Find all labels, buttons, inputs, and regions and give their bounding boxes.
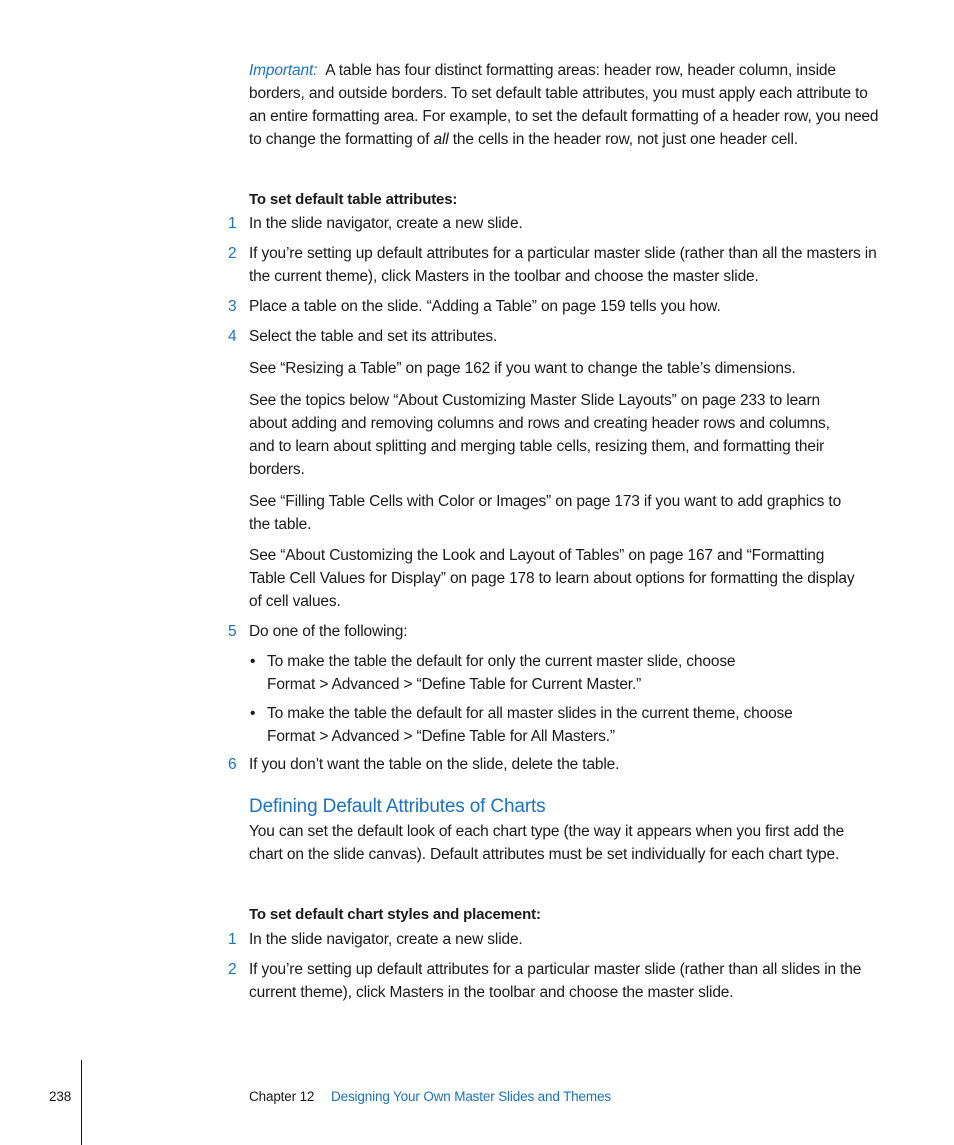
bullet-current-master [267, 650, 867, 696]
charts-intro: You can set the default look of each chart type (the way it appears when you first add the chart on the slide canvas). Default attributes must be set individually for each chart type. [249, 823, 845, 863]
important-note [249, 59, 879, 151]
table-step-1-text: In the slide navigator, create a new slide. [249, 215, 523, 232]
bullet-marker: • [250, 705, 256, 722]
bullet-all-masters [267, 702, 867, 748]
step4-note-look-layout: See “About Customizing the Look and Layout of Tables” on page 167 and “Formatting Table Cell Values for Display” on page 178 to learn about options for formatting the display of cell values. [249, 547, 855, 610]
chart-step-1-text: In the slide navigator, create a new slide. [249, 931, 523, 948]
bullet-current-master-line2: Format > Advanced > “Define Table for Current Master.” [267, 676, 642, 693]
table-procedure-heading: To set default table attributes: [249, 191, 458, 208]
table-step-4-number: 4 [228, 328, 237, 345]
table-step-3-number: 3 [228, 298, 237, 315]
table-step-5-text: Do one of the following: [249, 623, 408, 640]
important-text-1: A table has four distinct formatting areas: header row, header column, inside borders, and outside borders. To set default table attributes, you must apply each attribute to an entire formatting area. For example, to set the default formatting of a header row, you need to change the formatting of [249, 62, 879, 148]
step4-note-layouts: See the topics below “About Customizing Master Slide Layouts” on page 233 to learn about adding and removing columns and rows and creating header rows and columns, and to learn about splitting and merging table cells, resizing them, and formatting their borders. [249, 392, 830, 478]
table-step-2-number: 2 [228, 245, 237, 262]
footer-divider [81, 1060, 82, 1145]
bullet-marker: • [250, 653, 256, 670]
step4-note-filling: See “Filling Table Cells with Color or Images” on page 173 if you want to add graphics to the table. [249, 493, 842, 533]
chart-step-1-number: 1 [228, 931, 237, 948]
footer-chapter-label: Chapter 12 [249, 1089, 315, 1104]
bullet-current-master-line1: To make the table the default for only the current master slide, choose [267, 653, 736, 670]
chart-step-2-text: If you’re setting up default attributes for a particular master slide (rather than all slides in the current theme), click Masters in the toolbar and choose the master slide. [249, 961, 862, 1001]
bullet-all-masters-line2: Format > Advanced > “Define Table for All Masters.” [267, 728, 615, 745]
footer-chapter-title: Designing Your Own Master Slides and Themes [331, 1089, 611, 1104]
step4-note-resizing: See “Resizing a Table” on page 162 if you want to change the table’s dimensions. [249, 360, 796, 377]
table-step-6-number: 6 [228, 756, 237, 773]
chart-step-2-number: 2 [228, 961, 237, 978]
chart-procedure-heading: To set default chart styles and placement: [249, 906, 541, 923]
table-step-3-text: Place a table on the slide. “Adding a Table” on page 159 tells you how. [249, 298, 721, 315]
page-number: 238 [49, 1089, 72, 1104]
important-italic-word: all [433, 131, 449, 148]
table-step-4-text: Select the table and set its attributes. [249, 328, 498, 345]
table-step-5-number: 5 [228, 623, 237, 640]
important-label: Important: [249, 62, 318, 79]
section-title-charts: Defining Default Attributes of Charts [249, 796, 546, 817]
important-text-2: the cells in the header row, not just one header cell. [448, 131, 798, 148]
table-step-2-text: If you’re setting up default attributes for a particular master slide (rather than all the masters in the current theme), click Masters in the toolbar and choose the master slide. [249, 245, 877, 285]
bullet-all-masters-line1: To make the table the default for all master slides in the current theme, choose [267, 705, 793, 722]
table-step-1-number: 1 [228, 215, 237, 232]
table-step-6-text: If you don’t want the table on the slide, delete the table. [249, 756, 620, 773]
